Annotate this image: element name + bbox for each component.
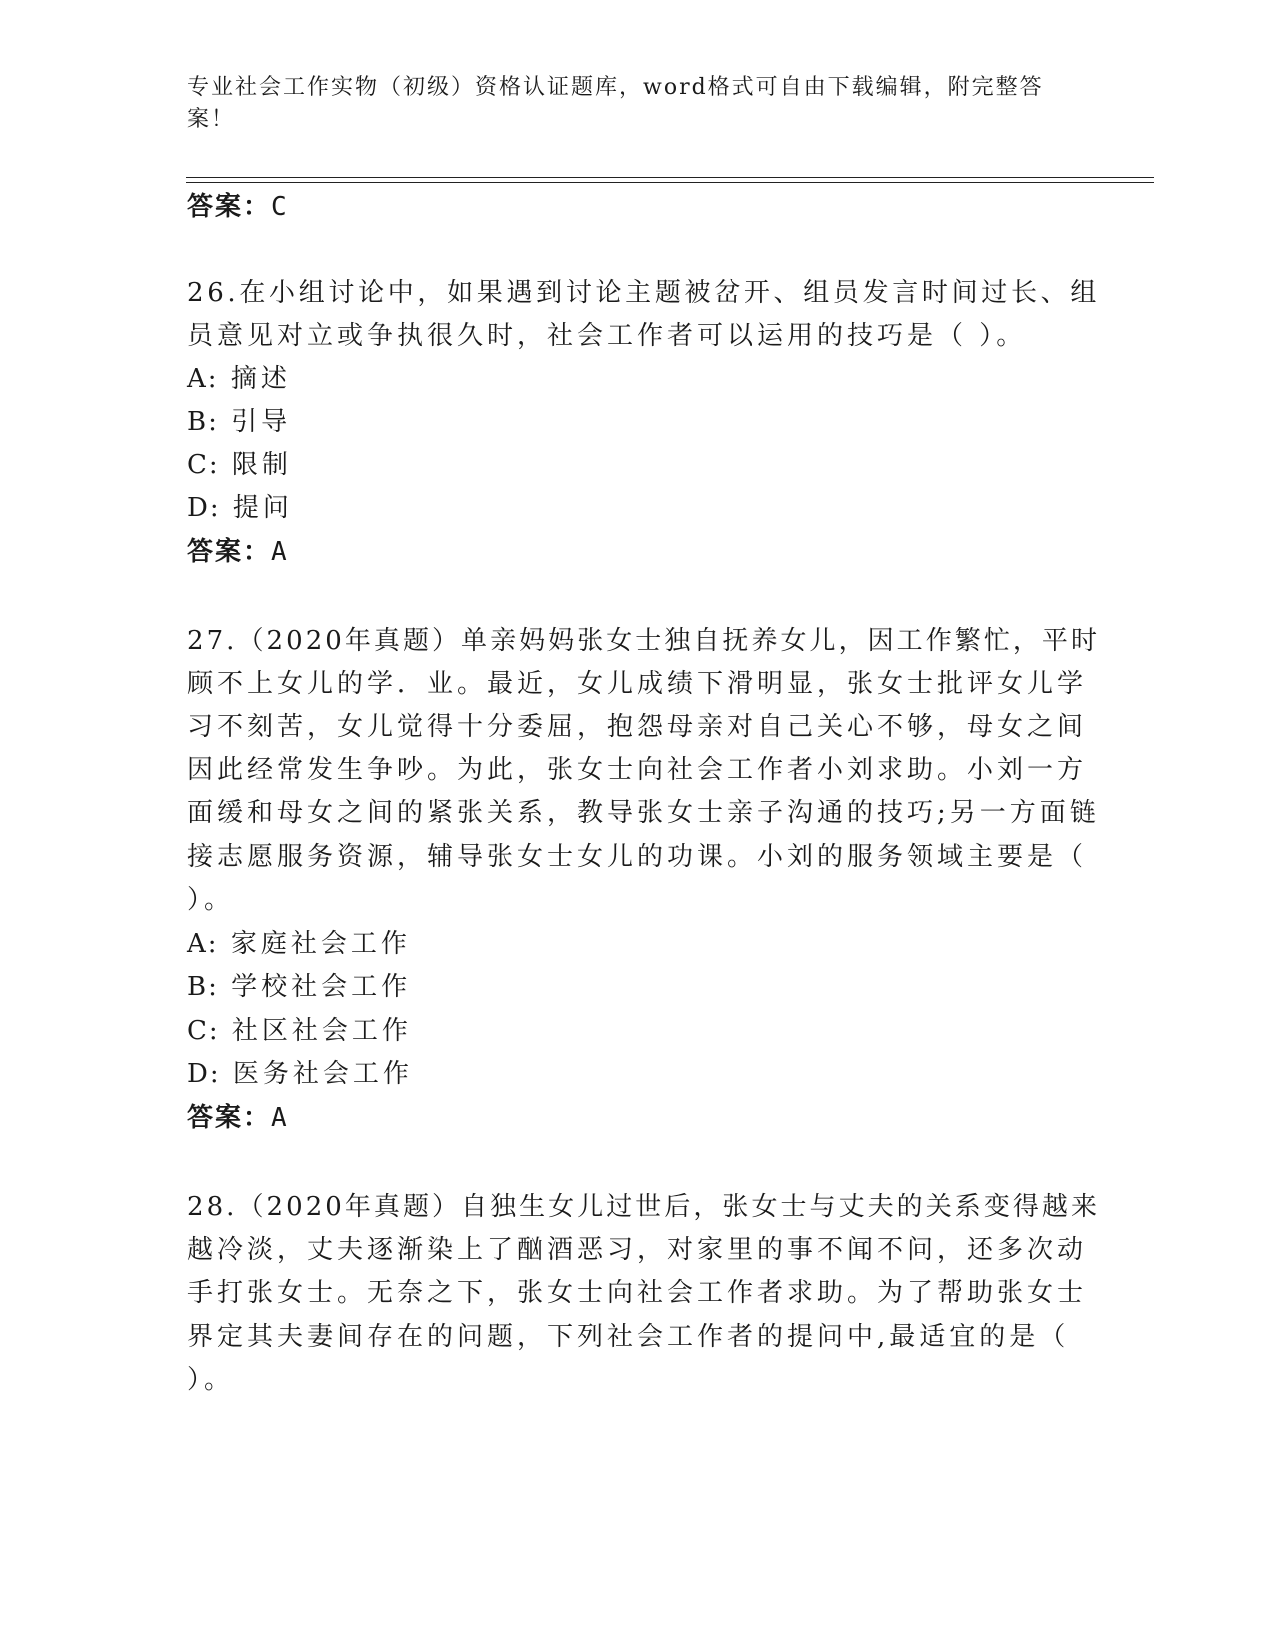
question-text-line: 界定其夫妻间存在的问题，下列社会工作者的提问中,最适宜的是（: [187, 1322, 1070, 1352]
question-text-line: 顾不上女儿的学．业。最近，女儿成绩下滑明显，张女士批评女儿学: [187, 669, 1088, 699]
option-letter: D:: [187, 1059, 221, 1089]
option-text: 家庭社会工作: [230, 929, 411, 959]
option-text: 学校社会工作: [231, 972, 412, 1002]
question-text-line: 手打张女士。无奈之下，张女士向社会工作者求助。为了帮助张女士: [187, 1278, 1088, 1308]
answer-label: 答案：: [187, 192, 272, 222]
question-text-line: 26.在小组讨论中，如果遇到讨论主题被岔开、组员发言时间过长、组: [187, 278, 1100, 308]
answer-value: A: [271, 537, 289, 567]
option-text: 限制: [231, 450, 292, 480]
option-letter: C:: [187, 450, 220, 480]
question-text-line: 因此经常发生争吵。为此，张女士向社会工作者小刘求助。小刘一方: [187, 755, 1088, 785]
option-b: [187, 966, 411, 1003]
option-c: [187, 444, 292, 481]
question-text-line: 28.（2020年真题）自独生女儿过世后，张女士与丈夫的关系变得越来: [187, 1192, 1100, 1222]
question-text-line: 员意见对立或争执很久时，社会工作者可以运用的技巧是（ ）。: [187, 321, 1027, 351]
option-text: 提问: [232, 493, 293, 523]
option-c: [187, 1010, 412, 1047]
question-text-line: ）。: [187, 885, 235, 915]
option-letter: A:: [187, 929, 219, 959]
option-letter: B:: [187, 972, 219, 1002]
option-a: [187, 358, 291, 395]
question-text-line: 习不刻苦，女儿觉得十分委屈，抱怨母亲对自己关心不够，母女之间: [187, 712, 1088, 742]
option-text: 摘述: [230, 364, 291, 394]
option-letter: D:: [187, 493, 221, 523]
option-text: 社区社会工作: [231, 1016, 412, 1046]
answer-line: [187, 1097, 289, 1134]
question-text-line: 越冷淡，丈夫逐渐染上了酗酒恶习，对家里的事不闻不问，还多次动: [187, 1235, 1088, 1265]
option-a: [187, 923, 411, 960]
question-text-line: ）。: [187, 1365, 235, 1395]
option-d: [187, 487, 293, 524]
page-header: 专业社会工作实物（初级）资格认证题库，word格式可自由下载编辑，附完整答案！: [187, 75, 1044, 132]
answer-line: [187, 186, 289, 223]
option-letter: B:: [187, 407, 219, 437]
answer-line: [187, 531, 289, 568]
answer-value: C: [271, 192, 289, 222]
question-text-line: 接志愿服务资源，辅导张女士女儿的功课。小刘的服务领域主要是（: [187, 842, 1088, 872]
option-b: [187, 401, 291, 438]
option-letter: C:: [187, 1016, 220, 1046]
option-text: 医务社会工作: [232, 1059, 413, 1089]
answer-value: A: [271, 1103, 289, 1133]
option-d: [187, 1053, 413, 1090]
header-rule-bottom: [186, 182, 1154, 183]
question-text-line: 27.（2020年真题）单亲妈妈张女士独自抚养女儿，因工作繁忙，平时: [187, 626, 1100, 656]
header-rule-top: [186, 177, 1154, 178]
question-text-line: 面缓和母女之间的紧张关系，教导张女士亲子沟通的技巧;另一方面链: [187, 798, 1100, 828]
option-letter: A:: [187, 364, 219, 394]
option-text: 引导: [231, 407, 292, 437]
answer-label: 答案：: [187, 1103, 272, 1133]
answer-label: 答案：: [187, 537, 272, 567]
